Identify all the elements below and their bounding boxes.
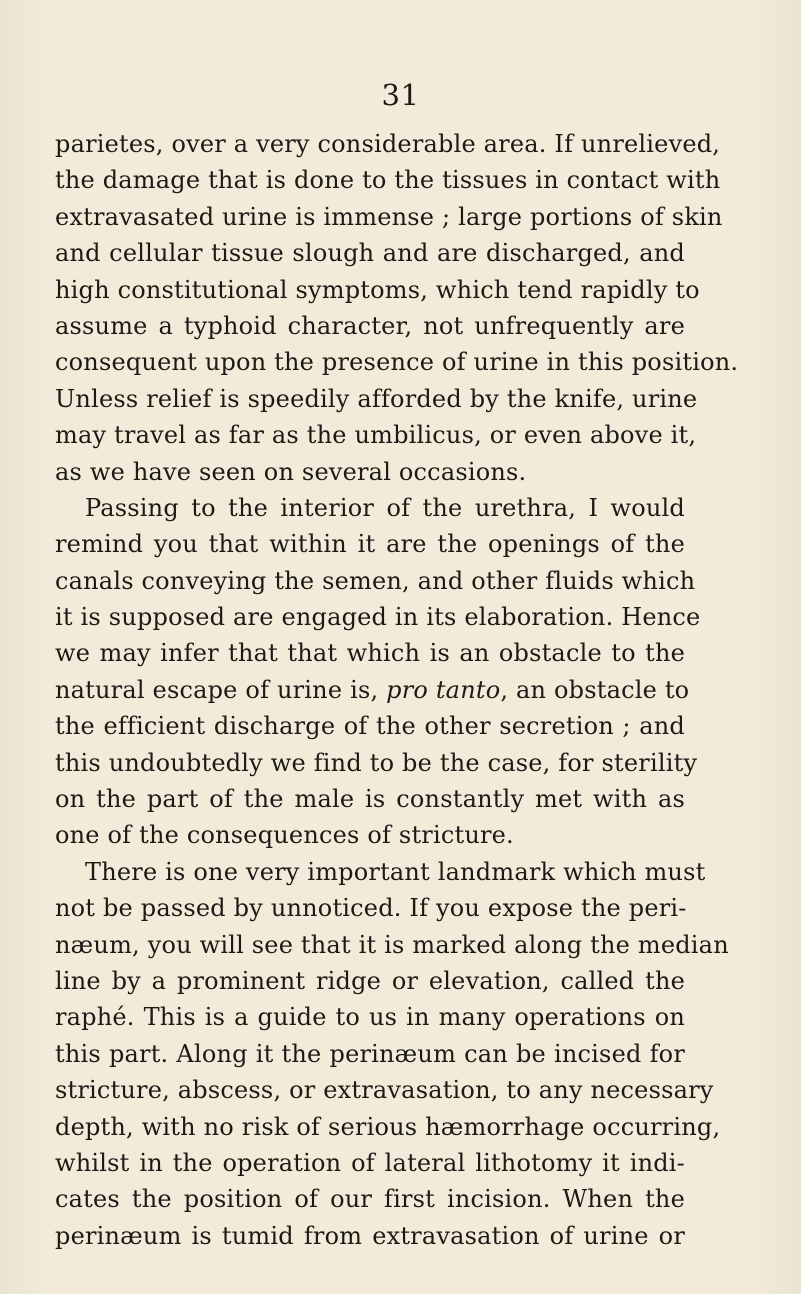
text-line: this part. Along it the perinæum can be incised for [55, 1039, 685, 1068]
text-line: Unless relief is speedily afforded by the knife, urine [55, 384, 698, 413]
text-segment: natural escape of urine is, [55, 675, 387, 704]
text-line: it is supposed are engaged in its elaboration. Hence [55, 603, 701, 632]
text-line: one of the consequences of stricture. [55, 821, 514, 850]
text-line: the damage that is done to the tissues in contact with [55, 166, 721, 195]
text-line: There is one very important landmark which must [85, 857, 706, 886]
text-line: whilst in the operation of lateral lithotomy it indi- [55, 1148, 685, 1177]
text-line: canals conveying the semen, and other fluids which [55, 566, 696, 595]
text-line: on the part of the male is constantly met with as [55, 785, 685, 814]
text-line: remind you that within it are the openings of the [55, 530, 685, 559]
text-line: raphé. This is a guide to us in many operations on [55, 1003, 685, 1032]
text-line: Passing to the interior of the urethra, I would [85, 493, 685, 522]
text-line: may travel as far as the umbilicus, or even above it, [55, 421, 697, 450]
body-text [55, 126, 739, 1254]
text-line: perinæum is tumid from extravasation of urine or [55, 1221, 685, 1250]
text-segment: , an obstacle to [500, 675, 690, 704]
text-line: assume a typhoid character, not unfrequently are [55, 311, 685, 340]
page-number: 31 [381, 78, 420, 112]
text-line: extravasated urine is immense ; large portions of skin [55, 202, 723, 231]
text-line: high constitutional symptoms, which tend rapidly to [55, 275, 700, 304]
text-line: the efficient discharge of the other secretion ; and [55, 712, 685, 741]
text-line: as we have seen on several occasions. [55, 457, 527, 486]
italic-phrase: pro tanto [386, 675, 501, 704]
text-line: depth, with no risk of serious hæmorrhage occurring, [55, 1112, 721, 1141]
text-line: cates the position of our first incision. When the [55, 1185, 685, 1214]
text-line: this undoubtedly we find to be the case, for sterility [55, 748, 698, 777]
text-line [55, 672, 690, 708]
text-line: line by a prominent ridge or elevation, called the [55, 966, 685, 995]
text-line: parietes, over a very considerable area. If unrelieved, [55, 130, 721, 158]
text-line: næum, you will see that it is marked along the median [55, 930, 729, 959]
text-line: consequent upon the presence of urine in this position. [55, 348, 739, 377]
text-line: and cellular tissue slough and are discharged, and [55, 239, 685, 268]
text-line: not be passed by unnoticed. If you expose the peri- [55, 894, 687, 923]
text-line: stricture, abscess, or extravasation, to any necessary [55, 1076, 714, 1105]
text-line: we may infer that that which is an obstacle to the [55, 639, 685, 668]
